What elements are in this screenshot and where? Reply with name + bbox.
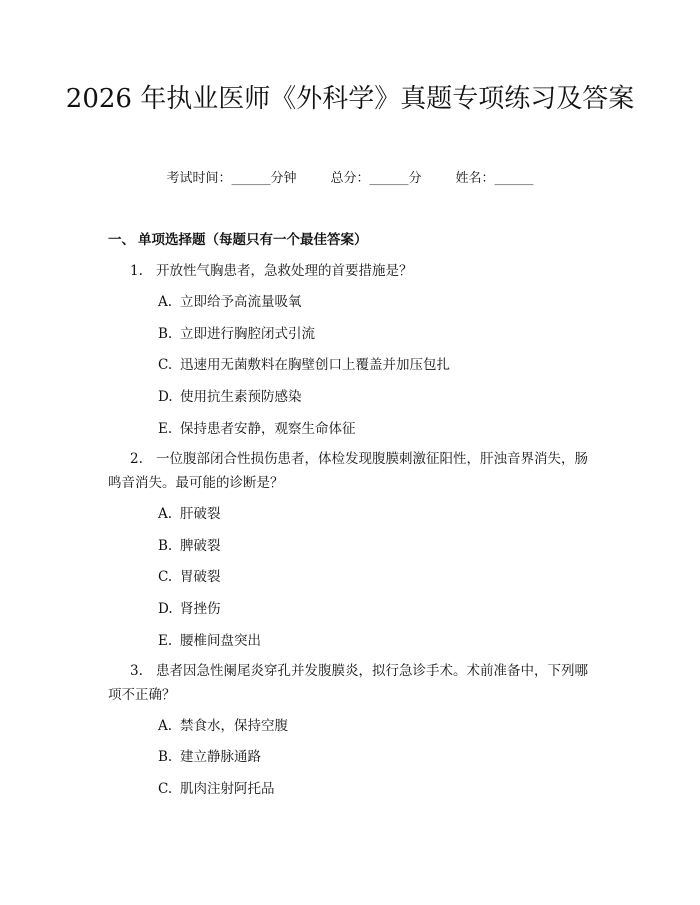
option-letter: B.	[158, 326, 173, 342]
document-title: 2026 年执业医师《外科学》真题专项练习及答案	[65, 84, 635, 114]
question-text: 开放性气胸患者，急救处理的首要措施是？	[156, 263, 413, 279]
section-title: 单项选择题（每题只有一个最佳答案）	[138, 232, 368, 248]
option-text: 脾破裂	[180, 538, 221, 554]
question-text: 一位腹部闭合性损伤患者，体检发现腹膜刺激征阳性，肝浊音界消失，肠鸣音消失。最可能的诊断是？	[108, 451, 588, 491]
option-2d	[158, 600, 221, 618]
option-3c	[158, 780, 275, 798]
option-letter: C.	[158, 781, 173, 797]
option-1a	[158, 293, 302, 311]
section-number: 一、	[108, 232, 135, 248]
option-text: 肝破裂	[180, 506, 221, 522]
question-1	[108, 259, 600, 283]
option-2a	[158, 505, 221, 523]
option-text: 腰椎间盘突出	[180, 633, 261, 649]
option-letter: A.	[158, 294, 173, 310]
option-text: 迅速用无菌敷料在胸壁创口上覆盖并加压包扎	[180, 357, 450, 373]
option-2b	[158, 537, 221, 555]
option-1b	[158, 325, 315, 343]
option-letter: A.	[158, 718, 173, 734]
option-letter: B.	[158, 538, 173, 554]
option-1d	[158, 388, 302, 406]
option-letter: C.	[158, 357, 173, 373]
exam-info-line	[0, 170, 700, 188]
option-letter: D.	[158, 601, 173, 617]
option-text: 肾挫伤	[180, 601, 221, 617]
option-text: 胃破裂	[180, 569, 221, 585]
question-text: 患者因急性阑尾炎穿孔并发腹膜炎，拟行急诊手术。术前准备中，下列哪项不正确？	[108, 663, 588, 703]
question-number: 3.	[130, 663, 143, 679]
option-text: 肌肉注射阿托品	[180, 781, 275, 797]
option-letter: E.	[158, 421, 173, 437]
option-text: 建立静脉通路	[180, 749, 261, 765]
student-name-label: 姓名：______	[455, 171, 534, 186]
option-text: 立即给予高流量吸氧	[180, 294, 302, 310]
option-text: 立即进行胸腔闭式引流	[180, 326, 315, 342]
exam-time-label: 考试时间：______分钟	[166, 171, 297, 186]
option-3a	[158, 717, 288, 735]
option-1e	[158, 420, 356, 438]
question-3	[108, 659, 600, 707]
option-letter: E.	[158, 633, 173, 649]
option-letter: B.	[158, 749, 173, 765]
option-letter: A.	[158, 506, 173, 522]
option-2e	[158, 632, 261, 650]
section-heading	[108, 231, 368, 249]
option-1c	[158, 356, 450, 374]
question-number: 2.	[130, 451, 143, 467]
total-score-label: 总分：______分	[330, 171, 422, 186]
option-3b	[158, 748, 261, 766]
option-letter: D.	[158, 389, 173, 405]
option-letter: C.	[158, 569, 173, 585]
question-2	[108, 447, 600, 495]
option-text: 保持患者安静，观察生命体征	[180, 421, 356, 437]
option-text: 禁食水，保持空腹	[180, 718, 288, 734]
option-2c	[158, 568, 221, 586]
question-number: 1.	[130, 263, 143, 279]
option-text: 使用抗生素预防感染	[180, 389, 302, 405]
